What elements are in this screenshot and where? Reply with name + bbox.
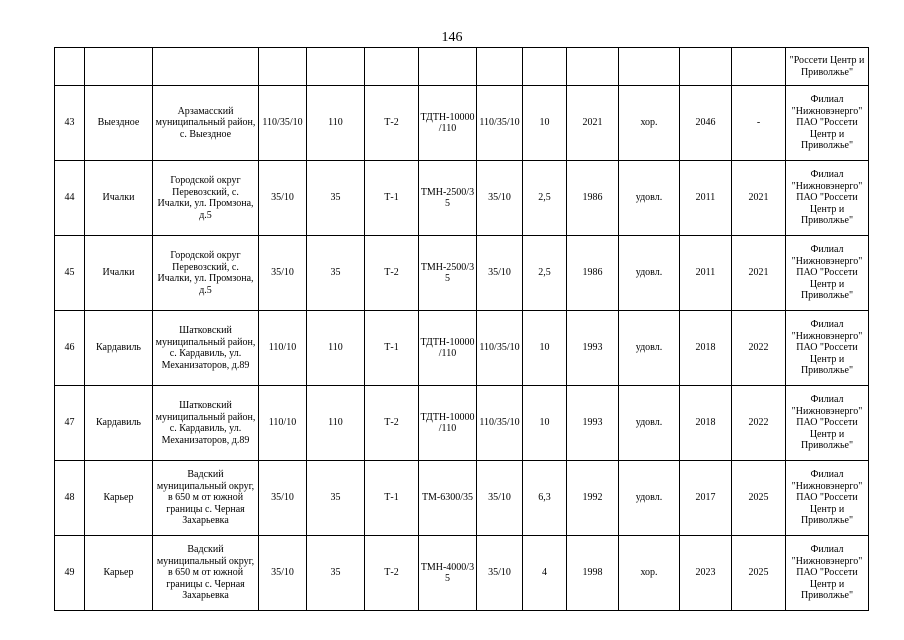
table-row	[55, 386, 869, 461]
cell-power: 6,3	[523, 461, 567, 536]
cell-condition: удовл.	[619, 236, 680, 311]
cell-name: Выездное	[85, 86, 153, 161]
table-row	[55, 311, 869, 386]
cell-transformer	[365, 48, 419, 86]
cell-power: 10	[523, 86, 567, 161]
cell-num: 48	[55, 461, 85, 536]
cell-year: 1986	[567, 161, 619, 236]
cell-voltage-class: 110/10	[259, 311, 307, 386]
table-row	[55, 86, 869, 161]
cell-replace-year: 2022	[732, 386, 786, 461]
cell-voltage-class: 110/35/10	[259, 86, 307, 161]
cell-year: 1998	[567, 536, 619, 611]
cell-year-end: 2011	[680, 236, 732, 311]
cell-transformer: Т-2	[365, 386, 419, 461]
table-row	[55, 536, 869, 611]
cell-trans-voltage: 35/10	[477, 236, 523, 311]
cell-num: 49	[55, 536, 85, 611]
cell-condition	[619, 48, 680, 86]
cell-transformer: Т-1	[365, 461, 419, 536]
cell-replace-year: 2021	[732, 161, 786, 236]
cell-owner: Филиал "Нижновэнерго" ПАО "Россети Центр и Приволжье"	[786, 461, 869, 536]
cell-num: 44	[55, 161, 85, 236]
cell-address: Городской округ Перевозский, с. Ичалки, ул. Промзона, д.5	[153, 236, 259, 311]
cell-address: Шатковский муниципальный район, с. Кардавиль, ул. Механизаторов, д.89	[153, 386, 259, 461]
cell-power: 10	[523, 386, 567, 461]
cell-type: ТМН-2500/35	[419, 161, 477, 236]
cell-year-end: 2018	[680, 386, 732, 461]
page-number: 146	[441, 30, 463, 45]
cell-owner: Филиал "Нижновэнерго" ПАО "Россети Центр и Приволжье"	[786, 86, 869, 161]
cell-name: Кардавиль	[85, 311, 153, 386]
cell-owner: Филиал "Нижновэнерго" ПАО "Россети Центр и Приволжье"	[786, 386, 869, 461]
cell-trans-voltage: 35/10	[477, 461, 523, 536]
cell-voltage	[307, 48, 365, 86]
cell-year: 2021	[567, 86, 619, 161]
cell-replace-year: 2025	[732, 461, 786, 536]
cell-type: ТМ-6300/35	[419, 461, 477, 536]
cell-power	[523, 48, 567, 86]
cell-power: 2,5	[523, 161, 567, 236]
cell-year: 1993	[567, 386, 619, 461]
cell-num	[55, 48, 85, 86]
cell-voltage: 110	[307, 86, 365, 161]
cell-replace-year: 2022	[732, 311, 786, 386]
cell-power: 2,5	[523, 236, 567, 311]
table-row	[55, 461, 869, 536]
cell-power: 4	[523, 536, 567, 611]
cell-replace-year: 2021	[732, 236, 786, 311]
cell-owner: Филиал "Нижновэнерго" ПАО "Россети Центр и Приволжье"	[786, 236, 869, 311]
cell-trans-voltage	[477, 48, 523, 86]
cell-address: Городской округ Перевозский, с. Ичалки, ул. Промзона, д.5	[153, 161, 259, 236]
cell-address: Арзамасский муниципальный район, с. Выездное	[153, 86, 259, 161]
cell-num: 46	[55, 311, 85, 386]
table-row	[55, 236, 869, 311]
table-row	[55, 161, 869, 236]
cell-power: 10	[523, 311, 567, 386]
cell-year-end: 2011	[680, 161, 732, 236]
cell-voltage: 35	[307, 461, 365, 536]
cell-voltage-class	[259, 48, 307, 86]
cell-year: 1993	[567, 311, 619, 386]
cell-num: 43	[55, 86, 85, 161]
cell-type: ТДТН-10000/110	[419, 311, 477, 386]
cell-year: 1992	[567, 461, 619, 536]
cell-year-end: 2018	[680, 311, 732, 386]
cell-num: 45	[55, 236, 85, 311]
cell-condition: удовл.	[619, 311, 680, 386]
cell-voltage-class: 110/10	[259, 386, 307, 461]
cell-num: 47	[55, 386, 85, 461]
cell-voltage-class: 35/10	[259, 461, 307, 536]
cell-owner: Филиал "Нижновэнерго" ПАО "Россети Центр и Приволжье"	[786, 311, 869, 386]
cell-voltage-class: 35/10	[259, 161, 307, 236]
cell-type: ТДТН-10000/110	[419, 386, 477, 461]
cell-trans-voltage: 35/10	[477, 536, 523, 611]
cell-address	[153, 48, 259, 86]
cell-type: ТДТН-10000/110	[419, 86, 477, 161]
cell-type: ТМН-4000/35	[419, 536, 477, 611]
cell-condition: удовл.	[619, 386, 680, 461]
cell-voltage: 35	[307, 536, 365, 611]
cell-transformer: Т-2	[365, 536, 419, 611]
cell-voltage-class: 35/10	[259, 536, 307, 611]
cell-condition: хор.	[619, 86, 680, 161]
cell-name: Кардавиль	[85, 386, 153, 461]
cell-year-end: 2017	[680, 461, 732, 536]
cell-condition: хор.	[619, 536, 680, 611]
cell-year-end	[680, 48, 732, 86]
cell-address: Вадский муниципальный округ, в 650 м от южной границы с. Черная Захарьевка	[153, 536, 259, 611]
table-row-continuation	[55, 48, 869, 86]
cell-name: Карьер	[85, 461, 153, 536]
cell-year-end: 2023	[680, 536, 732, 611]
cell-type: ТМН-2500/35	[419, 236, 477, 311]
cell-trans-voltage: 110/35/10	[477, 311, 523, 386]
cell-transformer: Т-2	[365, 236, 419, 311]
cell-trans-voltage: 110/35/10	[477, 86, 523, 161]
cell-voltage: 35	[307, 161, 365, 236]
cell-owner: Филиал "Нижновэнерго" ПАО "Россети Центр и Приволжье"	[786, 536, 869, 611]
cell-condition: удовл.	[619, 461, 680, 536]
cell-owner: "Россети Центр и Приволжье"	[786, 48, 869, 86]
cell-condition: удовл.	[619, 161, 680, 236]
cell-name: Ичалки	[85, 161, 153, 236]
cell-transformer: Т-1	[365, 161, 419, 236]
cell-year-end: 2046	[680, 86, 732, 161]
cell-transformer: Т-1	[365, 311, 419, 386]
cell-address: Шатковский муниципальный район, с. Кардавиль, ул. Механизаторов, д.89	[153, 311, 259, 386]
cell-name: Карьер	[85, 536, 153, 611]
cell-address: Вадский муниципальный округ, в 650 м от южной границы с. Черная Захарьевка	[153, 461, 259, 536]
cell-trans-voltage: 35/10	[477, 161, 523, 236]
cell-replace-year: 2025	[732, 536, 786, 611]
cell-name: Ичалки	[85, 236, 153, 311]
cell-voltage-class: 35/10	[259, 236, 307, 311]
cell-year: 1986	[567, 236, 619, 311]
cell-trans-voltage: 110/35/10	[477, 386, 523, 461]
cell-voltage: 35	[307, 236, 365, 311]
cell-replace-year	[732, 48, 786, 86]
cell-replace-year: -	[732, 86, 786, 161]
cell-owner: Филиал "Нижновэнерго" ПАО "Россети Центр и Приволжье"	[786, 161, 869, 236]
substation-table	[54, 47, 869, 611]
cell-name	[85, 48, 153, 86]
cell-type	[419, 48, 477, 86]
cell-transformer: Т-2	[365, 86, 419, 161]
cell-voltage: 110	[307, 386, 365, 461]
cell-year	[567, 48, 619, 86]
cell-voltage: 110	[307, 311, 365, 386]
